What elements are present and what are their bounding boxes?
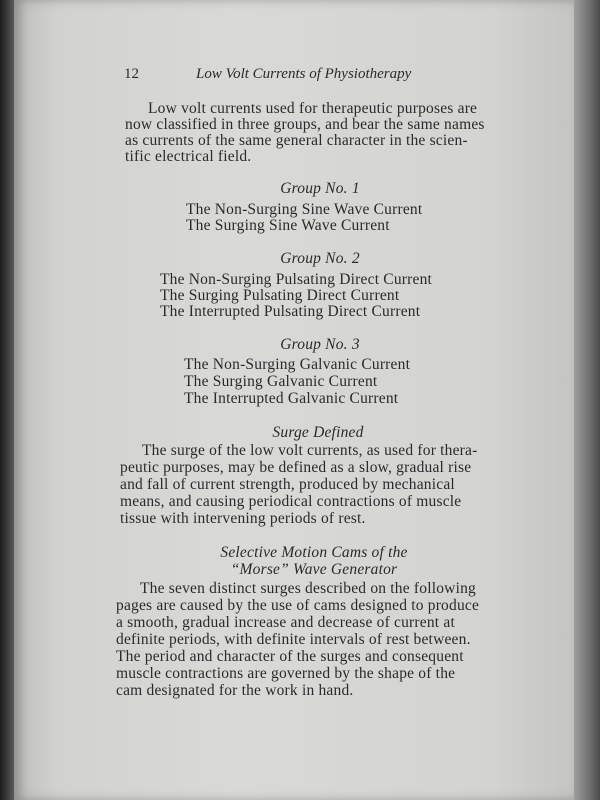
cams-line: cam designated for the work in hand. (116, 682, 354, 699)
intro-line: now classified in three groups, and bear the same names (125, 116, 485, 133)
surge-line: and fall of current strength, produced by mechanical (120, 476, 455, 493)
group-item: The Non-Surging Sine Wave Current (186, 201, 423, 218)
cams-line: definite periods, with definite intervals of rest between. (116, 631, 471, 648)
surge-line: The surge of the low volt currents, as used for thera- (142, 442, 478, 459)
cams-line: muscle contractions are governed by the shape of the (116, 665, 456, 682)
surge-line: peutic purposes, may be defined as a slow, gradual rise (120, 459, 472, 476)
cams-line: The seven distinct surges described on the following (140, 580, 476, 597)
surge-line: means, and causing periodical contractions of muscle (120, 493, 462, 510)
cams-line: The period and character of the surges and consequent (116, 648, 464, 665)
section-heading: Surge Defined (272, 424, 364, 441)
intro-line: Low volt currents used for therapeutic purposes are (148, 100, 478, 117)
cams-line: pages are caused by the use of cams designed to produce (116, 597, 480, 614)
group-heading: Group No. 2 (280, 250, 360, 267)
section-heading: Selective Motion Cams of the (220, 544, 408, 561)
group-item: The Surging Galvanic Current (184, 373, 378, 390)
surge-line: tissue with intervening periods of rest. (120, 510, 366, 527)
group-heading: Group No. 3 (280, 336, 360, 353)
section-heading: “Morse” Wave Generator (230, 561, 398, 578)
cams-line: a smooth, gradual increase and decrease of current at (116, 614, 455, 631)
page-number: 12 (124, 66, 139, 82)
group-item: The Non-Surging Galvanic Current (184, 356, 411, 373)
group-heading: Group No. 1 (280, 180, 360, 197)
group-item: The Interrupted Pulsating Direct Current (160, 303, 421, 320)
group-item: The Non-Surging Pulsating Direct Current (160, 271, 433, 288)
group-item: The Interrupted Galvanic Current (184, 390, 399, 407)
group-item: The Surging Pulsating Direct Current (160, 287, 400, 304)
group-item: The Surging Sine Wave Current (186, 217, 390, 234)
intro-line: as currents of the same general character in the scien- (125, 132, 468, 149)
intro-line: tific electrical field. (125, 148, 252, 165)
running-title: Low Volt Currents of Physiotherapy (196, 66, 412, 82)
